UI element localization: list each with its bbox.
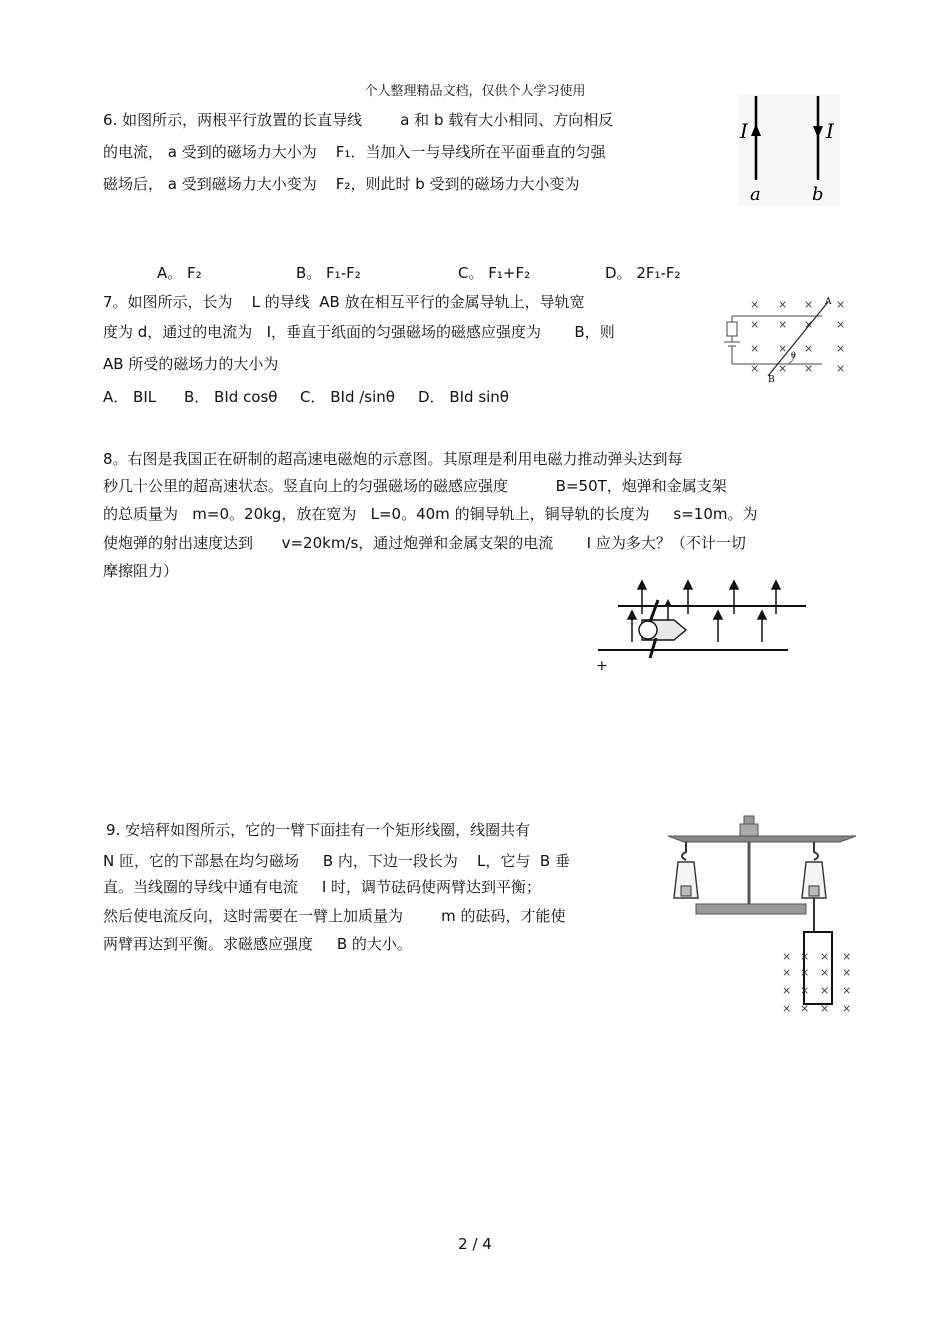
svg-text:×: ×: [800, 1002, 810, 1015]
svg-text:×: ×: [782, 966, 792, 979]
q7-option-b: B． BId cosθ: [184, 388, 278, 406]
svg-text:×: ×: [804, 342, 814, 355]
svg-text:×: ×: [836, 342, 846, 355]
q9-line-5: 两臂再达到平衡。求磁感应强度 B 的大小。: [103, 935, 412, 953]
svg-text:×: ×: [842, 950, 852, 963]
svg-text:×: ×: [842, 966, 852, 979]
svg-text:×: ×: [782, 950, 792, 963]
q8-line-4: 使炮弹的射出速度达到 v=20km/s，通过炮弹和金属支架的电流 I 应为多大？（不计一切: [103, 534, 746, 552]
svg-text:×: ×: [842, 984, 852, 997]
q6-label-b: b: [812, 184, 824, 205]
svg-text:×: ×: [800, 984, 810, 997]
q6-line-2: 的电流， a 受到的磁场力大小为 F₁．当加入一与导线所在平面垂直的匀强: [103, 143, 606, 161]
svg-text:×: ×: [820, 966, 830, 979]
svg-text:×: ×: [820, 1002, 830, 1015]
q7-line-1: 7。如图所示，长为 L 的导线 AB 放在相互平行的金属导轨上，导轨宽: [103, 293, 585, 311]
q7-figure-rails: [718, 292, 858, 382]
svg-text:×: ×: [782, 984, 792, 997]
svg-text:×: ×: [836, 318, 846, 331]
q8-line-1: 8。右图是我国正在研制的超高速电磁炮的示意图。其原理是利用电磁力推动弹头达到每: [103, 450, 683, 468]
q7-label-theta: θ: [791, 351, 796, 360]
svg-text:×: ×: [804, 318, 814, 331]
q6-label-i-left: I: [740, 119, 748, 143]
svg-text:×: ×: [836, 298, 846, 311]
svg-text:×: ×: [800, 966, 810, 979]
svg-text:×: ×: [804, 298, 814, 311]
q7-label-b: B: [768, 375, 775, 382]
q6-option-b: B。 F₁-F₂: [296, 264, 361, 282]
q7-option-c: C． BId /sinθ: [300, 388, 395, 406]
svg-text:×: ×: [778, 362, 788, 375]
svg-text:×: ×: [778, 342, 788, 355]
svg-text:×: ×: [804, 362, 814, 375]
q7-line-3: AB 所受的磁场力的大小为: [103, 355, 279, 373]
svg-text:×: ×: [842, 1002, 852, 1015]
svg-text:×: ×: [800, 950, 810, 963]
q8-plus-label: +: [596, 658, 608, 674]
q9-line-3: 直。当线圈的导线中通有电流 I 时，调节砝码使两臂达到平衡；: [103, 878, 542, 896]
q6-line-3: 磁场后， a 受到磁场力大小变为 F₂，则此时 b 受到的磁场力大小变为: [103, 175, 580, 193]
svg-text:×: ×: [750, 318, 760, 331]
q8-line-5: 摩擦阻力）: [103, 562, 179, 580]
svg-text:×: ×: [820, 984, 830, 997]
q6-label-i-right: I: [826, 119, 834, 143]
q6-option-d: D。 2F₁-F₂: [605, 264, 681, 282]
svg-text:×: ×: [836, 362, 846, 375]
svg-text:×: ×: [750, 298, 760, 311]
q6-option-a: A。 F₂: [157, 264, 202, 282]
q6-label-a: a: [750, 184, 761, 205]
q9-field-crosses: [782, 950, 851, 1015]
page-number: 2 / 4: [458, 1235, 492, 1253]
q9-line-1: 9. 安培秤如图所示，它的一臂下面挂有一个矩形线圈，线圈共有: [106, 821, 531, 839]
q7-line-2: 度为 d，通过的电流为 I，垂直于纸面的匀强磁场的磁感应强度为 B，则: [103, 323, 615, 341]
q8-figure-railgun: [592, 578, 814, 674]
svg-text:×: ×: [750, 362, 760, 375]
q7-option-a: A． BIL: [103, 388, 157, 406]
q8-line-2: 秒几十公里的超高速状态。竖直向上的匀强磁场的磁感应强度 B=50T，炮弹和金属支架: [103, 477, 727, 495]
svg-text:×: ×: [750, 342, 760, 355]
q7-option-d: D． BId sinθ: [418, 388, 509, 406]
svg-text:×: ×: [778, 318, 788, 331]
q8-line-3: 的总质量为 m=0。20kg，放在宽为 L=0。40m 的铜导轨上，铜导轨的长度为 s=10m。为: [103, 505, 758, 523]
q7-field-crosses: [750, 298, 845, 375]
q6-figure-wires: [738, 94, 840, 206]
svg-text:×: ×: [820, 950, 830, 963]
q6-line-1: 6. 如图所示，两根平行放置的长直导线 a 和 b 载有大小相同、方向相反: [103, 111, 614, 129]
page-header: 个人整理精品文档，仅供个人学习使用: [364, 84, 586, 99]
svg-text:×: ×: [782, 1002, 792, 1015]
q7-label-a: A: [825, 297, 832, 307]
q9-line-4: 然后使电流反向，这时需要在一臂上加质量为 m 的砝码，才能使: [103, 907, 566, 925]
q9-figure-ampere-balance: [664, 812, 860, 1024]
svg-text:×: ×: [778, 298, 788, 311]
q6-option-c: C。 F₁+F₂: [458, 264, 531, 282]
q9-line-2: N 匝，它的下部悬在均匀磁场 B 内，下边一段长为 L，它与 B 垂: [103, 852, 570, 870]
